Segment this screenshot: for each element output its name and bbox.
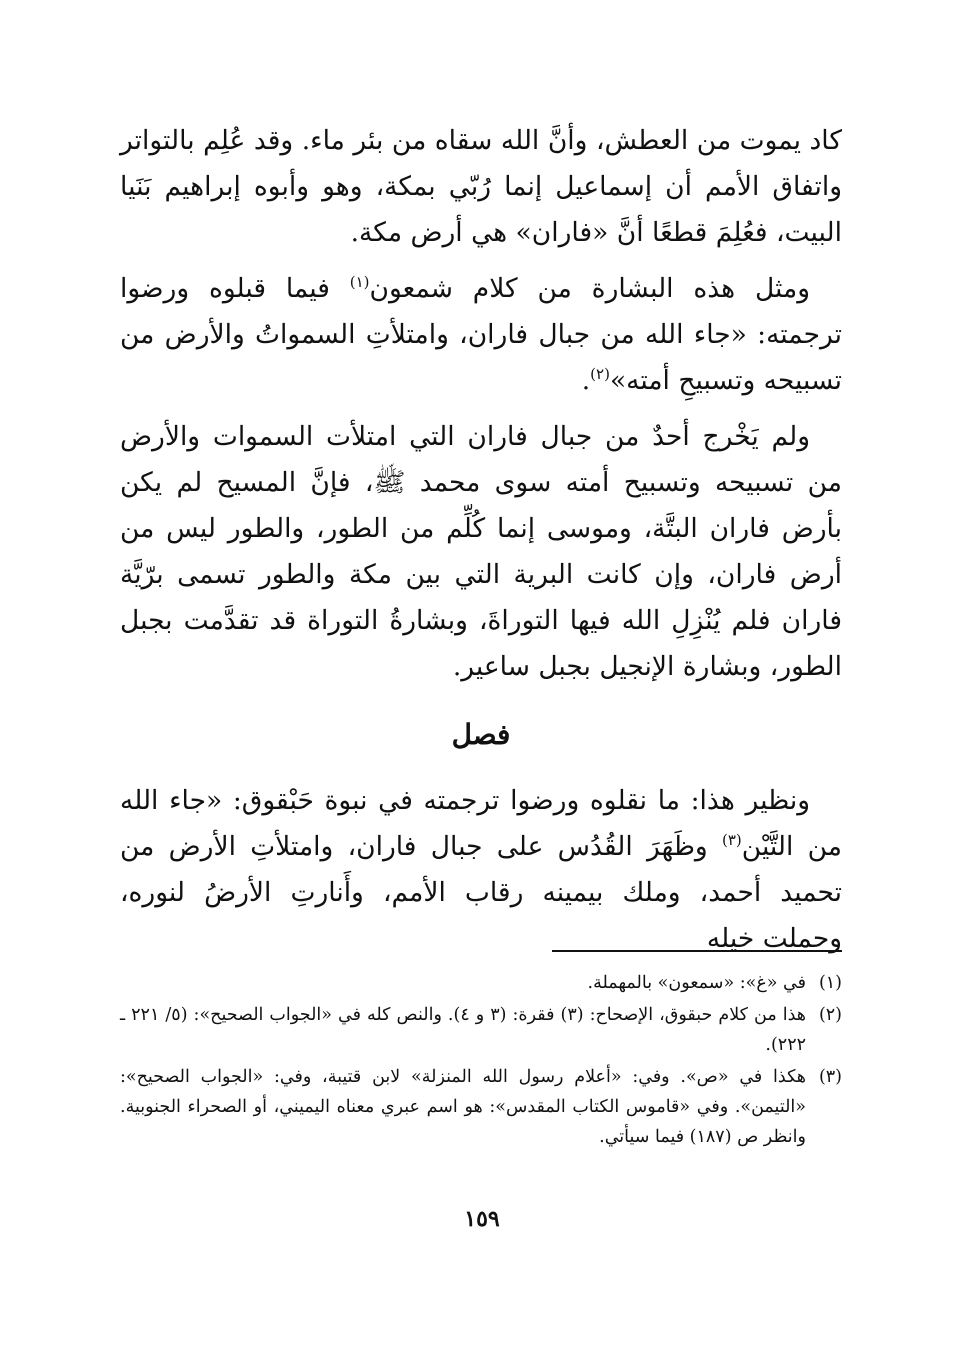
footnote-number: (٢) [818,1005,842,1025]
footnote-text: هذا من كلام حبقوق، الإصحاح: (٣) فقرة: (٣ و ٤). والنص كله في «الجواب الصحيح»: (٥/ ٢٢١ ـ ٢٢٢). [120,1005,807,1055]
footnote-separator [552,950,842,952]
footnote-text: في «غ»: «سمعون» بالمهملة. [587,973,806,993]
footnote-ref-3[interactable]: (٣) [721,831,742,850]
footnotes [120,968,842,1154]
paragraph-2 [120,266,842,404]
main-text [120,118,842,972]
footnote-ref-1[interactable]: (١) [349,273,370,292]
paragraph-2-text-c: . [581,365,591,396]
paragraph-4 [120,778,842,962]
page-number: ١٥٩ [464,1206,500,1232]
paragraph-2-text-b: فيما قبلوه ورضوا ترجمته: «جاء الله من جبال فاران، وامتلأتِ السمواتُ والأرض من تسبيحه وتسبيحِ أمته» [120,273,842,396]
footnote-ref-2[interactable]: (٢) [590,365,610,384]
section-heading: فصل [451,718,511,751]
paragraph-1: كاد يموت من العطش، وأنَّ الله سقاه من بئر ماء. وقد عُلِم بالتواتر واتفاق الأمم أن إسماعيل إنما رُبّي بمكة، وهو وأبوه إبراهيم بَنَيا البيت، فعُلِمَ قطعًا أنَّ «فاران» هي أرض مكة. [120,125,842,248]
paragraph-3: ولم يَخْرج أحدٌ من جبال فاران التي امتلأت السموات والأرض من تسبيحه وتسبيح أمته سوى محمد ﷺ، فإنَّ المسيح لم يكن بأرض فاران البتَّة، وموسى إنما كُلِّم من الطور، والطور ليس من أرض فاران، وإن كانت البرية التي بين مكة والطور تسمى برّيَّة فاران فلم يُنْزِلِ الله فيها التوراةَ، وبشارةُ التوراة قد تقدَّمت بجبل الطور، وبشارة الإنجيل بجبل ساعير. [120,421,842,682]
paragraph-4-text-a: ونظير هذا: ما نقلوه ورضوا ترجمته في نبوة حَبْقوق: «جاء الله من التَّيْن [120,785,842,862]
paragraph-4-text-b: وظَهَرَ القُدُس على جبال فاران، وامتلأتِ الأرض من تحميد أحمد، وملك بيمينه رقاب الأمم، وأَنارتِ الأرضُ لنوره، وحملت خيله [120,831,842,954]
footnote-1 [120,968,842,998]
footnote-text: هكذا في «ص». وفي: «أعلام رسول الله المنزلة» لابن قتيبة، وفي: «الجواب الصحيح»: «التيمن». وفي «قاموس الكتاب المقدس»: هو اسم عبري معناه اليميني، أو الصحراء الجنوبية. وانظر ص (١٨٧) فيما سيأتي. [120,1067,806,1147]
footnote-number: (٣) [818,1067,842,1087]
footnote-number: (١) [818,973,842,993]
paragraph-2-text-a: ومثل هذه البشارة من كلام شمعون [369,273,811,304]
footnote-2 [120,1000,842,1060]
footnote-3 [120,1062,842,1152]
